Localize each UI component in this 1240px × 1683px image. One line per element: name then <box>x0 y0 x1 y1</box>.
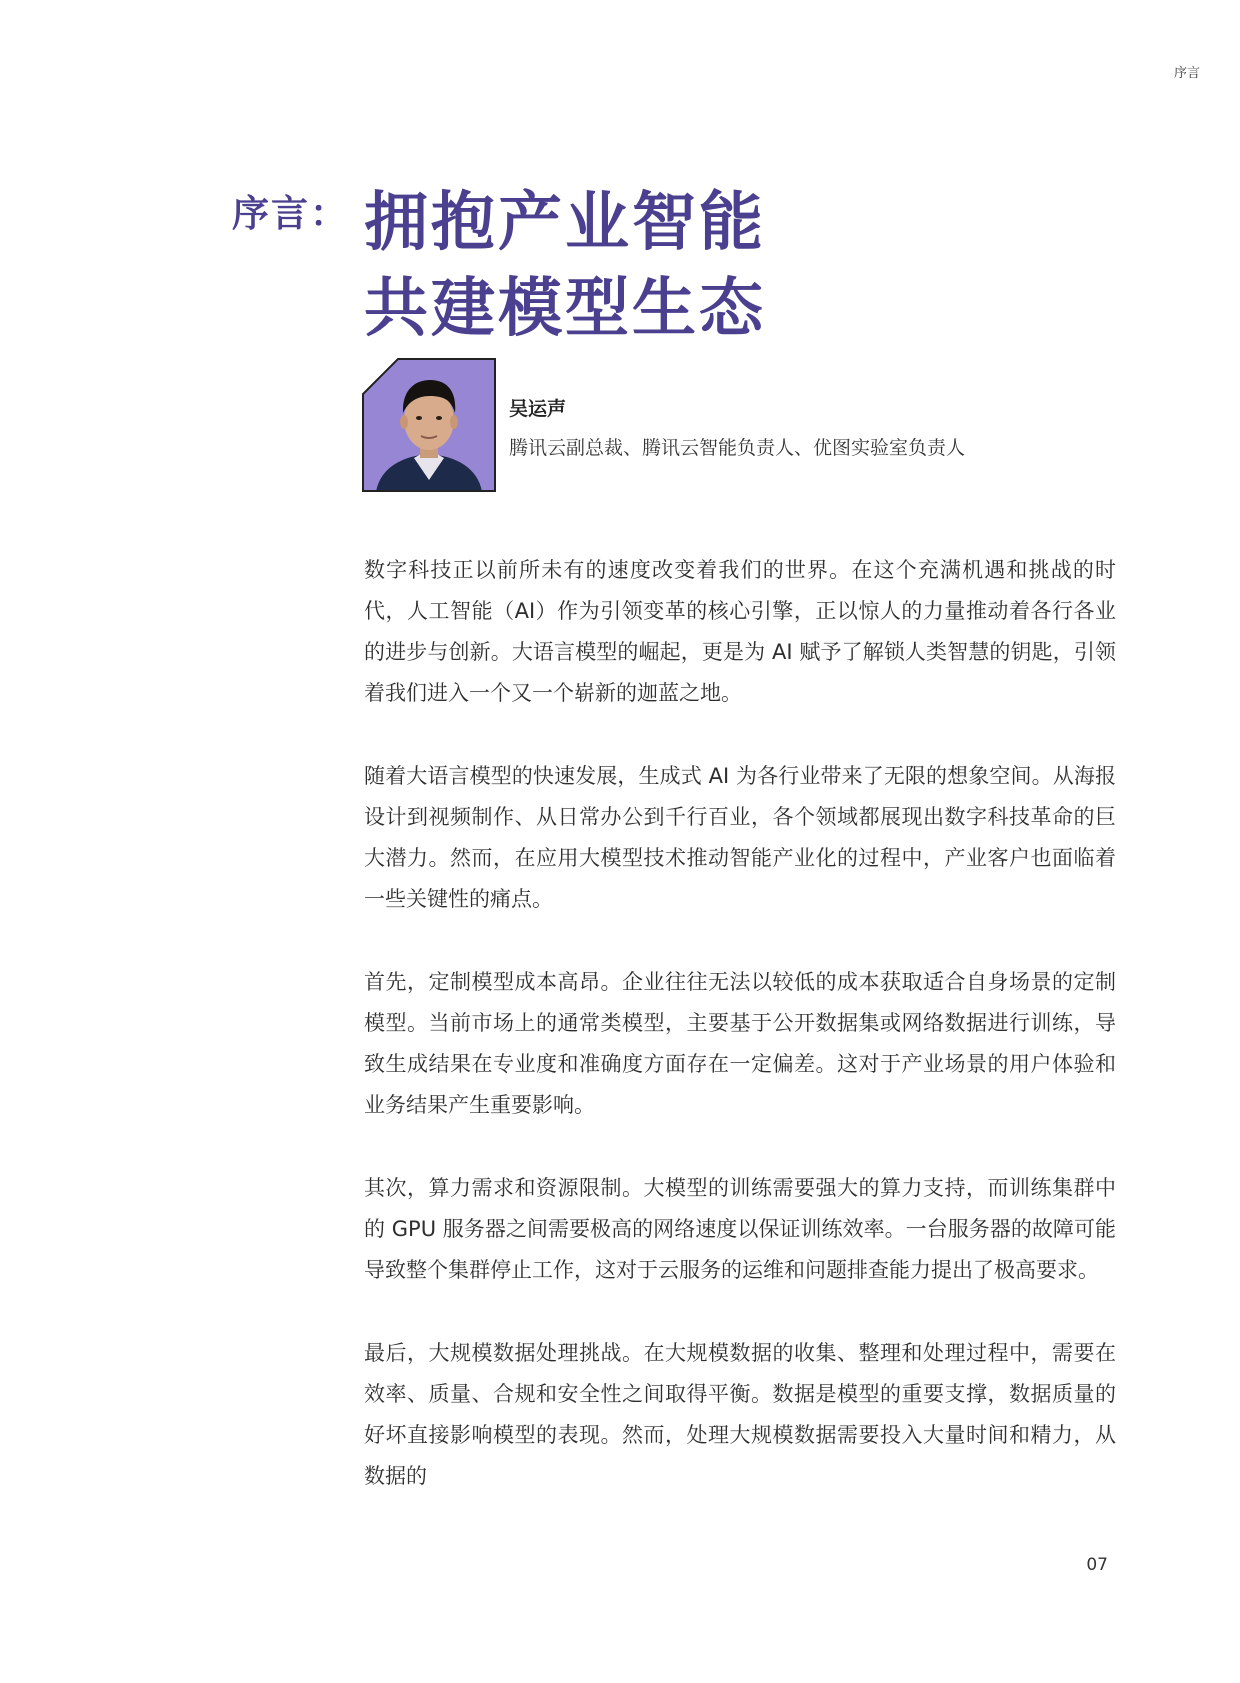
title-line-1: 拥抱产业智能 <box>364 186 766 260</box>
running-header-section: 序言 <box>1173 66 1200 81</box>
paragraph: 随着大语言模型的快速发展，生成式 AI 为各行业带来了无限的想象空间。从海报设计到视频制作、从日常办公到千行百业，各个领域都展现出数字科技革命的巨大潜力。然而，在应用大模型技术推动智能产业化的过程中，产业客户也面临着一些关键性的痛点。 <box>364 764 1116 911</box>
page-number: 07 <box>1086 1555 1108 1575</box>
body-text <box>364 550 1116 1539</box>
paragraph: 首先，定制模型成本高昂。企业往往无法以较低的成本获取适合自身场景的定制模型。当前市场上的通常类模型，主要基于公开数据集或网络数据进行训练，导致生成结果在专业度和准确度方面存在一定偏差。这对于产业场景的用户体验和业务结果产生重要影响。 <box>364 970 1116 1117</box>
paragraph: 最后，大规模数据处理挑战。在大规模数据的收集、整理和处理过程中，需要在效率、质量、合规和安全性之间取得平衡。数据是模型的重要支撑，数据质量的好坏直接影响模型的表现。然而，处理大规模数据需要投入大量时间和精力，从数据的 <box>364 1341 1116 1488</box>
page-title <box>364 180 766 352</box>
author-name: 吴运声 <box>509 398 567 420</box>
title-line-2: 共建模型生态 <box>364 272 766 346</box>
author-portrait-image <box>362 358 496 492</box>
author-portrait <box>362 358 496 492</box>
paragraph: 数字科技正以前所未有的速度改变着我们的世界。在这个充满机遇和挑战的时代，人工智能（AI）作为引领变革的核心引擎，正以惊人的力量推动着各行各业的进步与创新。大语言模型的崛起，更是为 AI 赋予了解锁人类智慧的钥匙，引领着我们进入一个又一个崭新的迦蓝之地。 <box>364 558 1116 705</box>
title-label: 序言： <box>232 192 349 235</box>
paragraph: 其次，算力需求和资源限制。大模型的训练需要强大的算力支持，而训练集群中的 GPU 服务器之间需要极高的网络速度以保证训练效率。一台服务器的故障可能导致整个集群停止工作，这对于云服务的运维和问题排查能力提出了极高要求。 <box>364 1176 1116 1282</box>
author-role: 腾讯云副总裁、腾讯云智能负责人、优图实验室负责人 <box>509 437 966 459</box>
